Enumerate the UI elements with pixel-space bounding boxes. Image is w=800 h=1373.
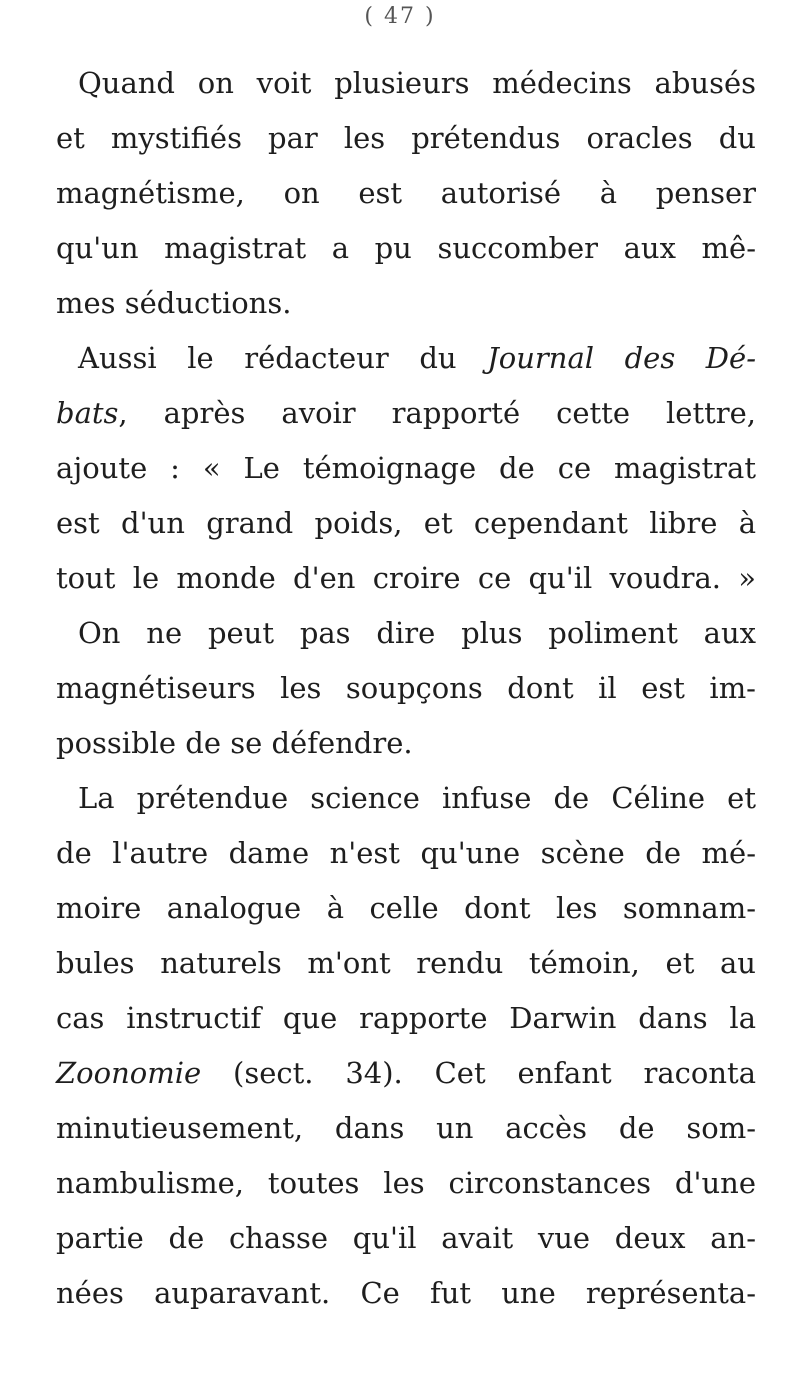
- italic-text: bats: [56, 396, 119, 430]
- italic-text: Journal des Dé-: [487, 341, 757, 375]
- text-segment: nées auparavant. Ce fut une représenta-: [56, 1276, 756, 1310]
- body-text: [56, 56, 756, 1321]
- text-segment: ajoute : « Le témoignage de ce magistrat: [56, 451, 756, 485]
- text-segment: cas instructif que rapporte Darwin dans la: [56, 1001, 756, 1035]
- text-line: [56, 1101, 756, 1156]
- text-line: [56, 1211, 756, 1266]
- text-segment: tout le monde d'en croire ce qu'il voudra. »: [56, 561, 756, 595]
- text-line: [56, 111, 756, 166]
- text-segment: partie de chasse qu'il avait vue deux an-: [56, 1221, 756, 1255]
- text-line: [56, 386, 756, 441]
- text-line: [56, 936, 756, 991]
- text-line: [56, 441, 756, 496]
- text-line: [56, 771, 756, 826]
- text-line: [56, 166, 756, 221]
- text-line: [56, 1156, 756, 1211]
- text-segment: et mystifiés par les prétendus oracles du: [56, 121, 756, 155]
- text-segment: (sect. 34). Cet enfant raconta: [201, 1056, 756, 1090]
- text-segment: magnétiseurs les soupçons dont il est im-: [56, 671, 756, 705]
- italic-text: Zoonomie: [56, 1056, 202, 1090]
- text-segment: bules naturels m'ont rendu témoin, et au: [56, 946, 756, 980]
- text-line: [56, 826, 756, 881]
- text-segment: , après avoir rapporté cette lettre,: [118, 396, 756, 430]
- text-segment: qu'un magistrat a pu succomber aux mê-: [56, 231, 756, 265]
- text-segment: magnétisme, on est autorisé à penser: [56, 176, 756, 210]
- text-line: [56, 1046, 756, 1101]
- page-number: ( 47 ): [364, 4, 436, 29]
- text-line: [56, 551, 756, 606]
- text-line: [56, 1266, 756, 1321]
- text-line: [56, 881, 756, 936]
- text-line: [56, 991, 756, 1046]
- text-line: [56, 716, 756, 771]
- text-segment: est d'un grand poids, et cependant libre à: [56, 506, 756, 540]
- text-line: [56, 661, 756, 716]
- text-line: [56, 221, 756, 276]
- text-line: [56, 276, 756, 331]
- text-segment: moire analogue à celle dont les somnam-: [56, 891, 756, 925]
- text-segment: possible de se défendre.: [56, 726, 413, 760]
- text-segment: nambulisme, toutes les circonstances d'une: [56, 1166, 756, 1200]
- text-segment: Aussi le rédacteur du: [78, 341, 488, 375]
- text-line: [56, 606, 756, 661]
- text-line: [56, 496, 756, 551]
- text-segment: Quand on voit plusieurs médecins abusés: [78, 66, 756, 100]
- text-segment: minutieusement, dans un accès de som-: [56, 1111, 756, 1145]
- text-segment: mes séductions.: [56, 286, 292, 320]
- text-segment: On ne peut pas dire plus poliment aux: [78, 616, 756, 650]
- text-segment: de l'autre dame n'est qu'une scène de mé-: [56, 836, 756, 870]
- text-line: [56, 331, 756, 386]
- text-line: [56, 56, 756, 111]
- text-segment: La prétendue science infuse de Céline et: [78, 781, 756, 815]
